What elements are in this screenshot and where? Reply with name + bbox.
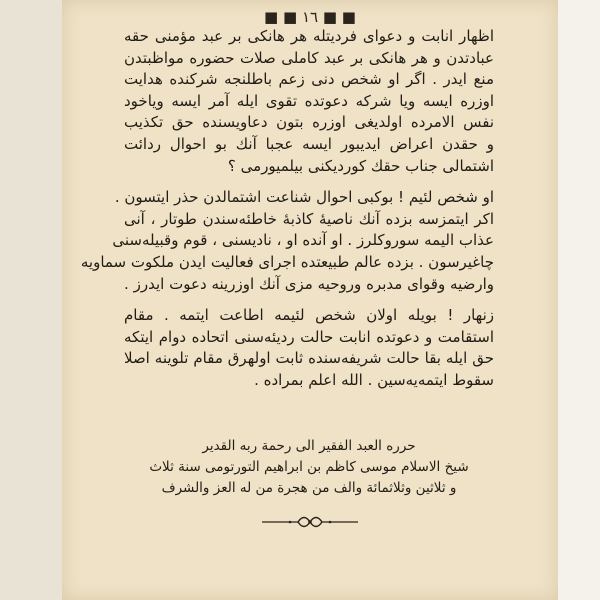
fleuron-ornament-icon [260,515,360,529]
text-line: عبادتدن و هر هانکی بر عبد کاملی صلات حضوره مواظبتدن [124,48,494,67]
text-line: زنهار ! بویله اولان شخص لئیمه اطاعت ایتمه . مقام [124,306,494,325]
text-line: چاغیرسون . بزده عالم طبیعتده اجرای فعالیت ایدن ملکوت سماویه [80,252,494,271]
colophon-line: شیخ الاسلام موسی کاظم بن ابراهیم التورتومی سنة ثلاث [149,459,469,475]
text-line: اکر ایتمزسه بزده آنك ناصیهٔ کاذبهٔ خاطئه‌سندن طوتار ، آنی [124,209,494,228]
text-line: و حقدن اعراض ایدیبور ایسه عجبا آنك بو احوال ردائت [124,134,494,153]
colophon [120,436,498,499]
text-line: اشتمالی جناب حقك کوردیکنی بیلمیورمی ؟ [227,156,494,175]
text-line: سقوط ایتمه‌یه‌سین . الله اعلم بمراده . [254,370,494,389]
page-number: ■ ■ ١٦ ■ ■ [264,8,356,26]
text-line: اظهار انابت و دعوای فردیتله هر هانکی بر عبد مؤمنی حقه [124,27,494,45]
text-line: نفس الامرده اولدیغی اوزره بتون دعاویسنده حق تکذیب [124,113,494,132]
text-line: او شخص لئیم ! بوکبی احوال شناعت اشتمالدن حذر ایتسون . [114,188,494,207]
colophon-line: و ثلاثین وثلاثمائة والف من هجرة من له العز والشرف [161,480,457,496]
text-line: اوزره ایسه ویا شرکه دعوتده تقوی ایله آمر ایسه ویاخود [124,91,494,110]
text-line: عذاب الیمه سوروکلرز . او آنده او ، نادیسنی ، قوم وقبیله‌سنی [112,231,494,250]
text-line: منع ایدر . اگر او شخص دنی زعم باطلنجه شرکنده هدایت [124,70,494,89]
scan-background-right [558,0,600,600]
book-page [62,0,558,600]
colophon-line: حرره العبد الفقیر الی رحمة ربه القدیر [202,438,416,454]
text-line: استقامت و دعوتده انابت حالت ردیئه‌سنی اتحاده دوام ایتکه [124,327,494,346]
body-text [80,26,494,392]
text-line: حق ایله بقا حالت شریفه‌سنده ثابت اولهرق مقام تلوینه اصلا [124,349,494,368]
scan-background-left [0,0,62,600]
text-line: وارضیه وقوای مدبره وروحیه مزی آنك اوزرینه دعوت ایدرز . [124,274,494,293]
